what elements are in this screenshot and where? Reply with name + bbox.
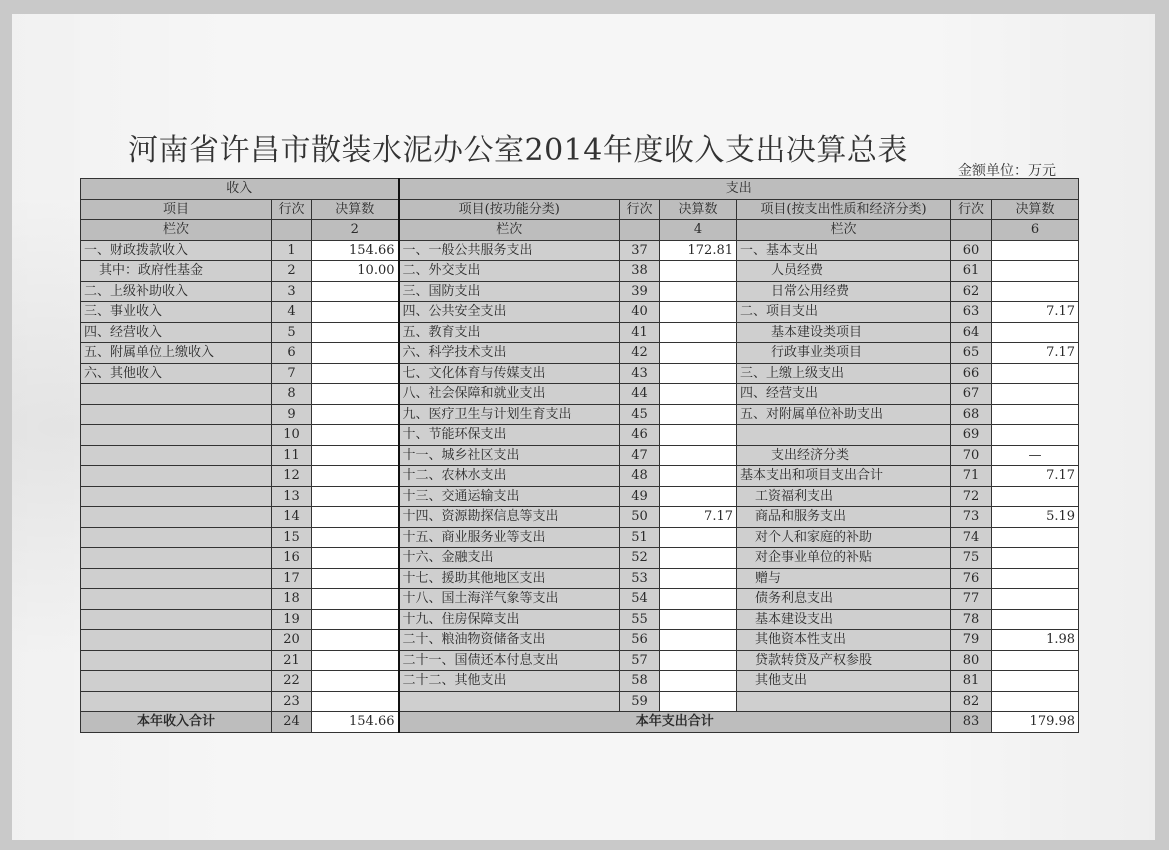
income-amount-cell xyxy=(312,486,399,507)
income-col-number: 2 xyxy=(312,220,399,241)
econ-rowno-cell: 76 xyxy=(951,568,992,589)
income-item-cell xyxy=(81,671,272,692)
income-rowno-cell: 6 xyxy=(272,343,312,364)
econ-amount-cell xyxy=(992,240,1079,261)
income-rowno-cell: 3 xyxy=(272,281,312,302)
econ-amount-cell: 7.17 xyxy=(992,302,1079,323)
income-amount-cell xyxy=(312,507,399,528)
econ-amount-cell xyxy=(992,609,1079,630)
econ-amount-cell xyxy=(992,363,1079,384)
func-item-cell: 九、医疗卫生与计划生育支出 xyxy=(399,404,620,425)
econ-item-cell: 二、项目支出 xyxy=(737,302,951,323)
table-row xyxy=(81,548,1079,569)
totals-row xyxy=(81,712,1079,733)
income-col-blank xyxy=(272,220,312,241)
income-amount-cell: 10.00 xyxy=(312,261,399,282)
econ-amount-cell xyxy=(992,548,1079,569)
income-item-cell: 五、附属单位上缴收入 xyxy=(81,343,272,364)
func-item-cell: 四、公共安全支出 xyxy=(399,302,620,323)
income-amount-cell xyxy=(312,527,399,548)
income-amount-cell xyxy=(312,609,399,630)
income-amount-header: 决算数 xyxy=(312,199,399,220)
income-amount-cell xyxy=(312,322,399,343)
table-row xyxy=(81,425,1079,446)
income-item-cell xyxy=(81,466,272,487)
func-item-cell: 二十、粮油物资储备支出 xyxy=(399,630,620,651)
func-amount-cell xyxy=(660,261,737,282)
econ-amount-cell: — xyxy=(992,445,1079,466)
func-rowno-cell: 59 xyxy=(620,691,660,712)
income-rowno-cell: 11 xyxy=(272,445,312,466)
expense-section-header: 支出 xyxy=(399,179,1079,200)
econ-item-cell: 行政事业类项目 xyxy=(737,343,951,364)
econ-rowno-cell: 75 xyxy=(951,548,992,569)
income-amount-cell xyxy=(312,445,399,466)
econ-amount-cell: 1.98 xyxy=(992,630,1079,651)
func-item-cell: 十六、金融支出 xyxy=(399,548,620,569)
income-item-cell: 一、财政拨款收入 xyxy=(81,240,272,261)
income-rowno-cell: 23 xyxy=(272,691,312,712)
func-item-cell: 十一、城乡社区支出 xyxy=(399,445,620,466)
table-row xyxy=(81,363,1079,384)
econ-amount-cell xyxy=(992,384,1079,405)
income-rowno-cell: 7 xyxy=(272,363,312,384)
table-row xyxy=(81,466,1079,487)
econ-rowno-cell: 70 xyxy=(951,445,992,466)
header-row-columns xyxy=(81,199,1079,220)
func-rowno-cell: 54 xyxy=(620,589,660,610)
func-amount-cell xyxy=(660,281,737,302)
table-row xyxy=(81,445,1079,466)
income-item-cell xyxy=(81,589,272,610)
expense-total-rowno: 83 xyxy=(951,712,992,733)
income-total-rowno: 24 xyxy=(272,712,312,733)
func-amount-cell: 7.17 xyxy=(660,507,737,528)
income-rowno-cell: 13 xyxy=(272,486,312,507)
func-col-label: 栏次 xyxy=(399,220,620,241)
econ-rowno-header: 行次 xyxy=(951,199,992,220)
income-rowno-cell: 22 xyxy=(272,671,312,692)
econ-amount-header: 决算数 xyxy=(992,199,1079,220)
func-item-cell: 七、文化体育与传媒支出 xyxy=(399,363,620,384)
income-amount-cell xyxy=(312,568,399,589)
econ-item-cell: 五、对附属单位补助支出 xyxy=(737,404,951,425)
func-amount-cell xyxy=(660,650,737,671)
econ-rowno-cell: 81 xyxy=(951,671,992,692)
econ-rowno-cell: 68 xyxy=(951,404,992,425)
econ-rowno-cell: 61 xyxy=(951,261,992,282)
income-item-cell xyxy=(81,425,272,446)
econ-amount-cell: 5.19 xyxy=(992,507,1079,528)
func-rowno-cell: 55 xyxy=(620,609,660,630)
table-row xyxy=(81,302,1079,323)
econ-item-header: 项目(按支出性质和经济分类) xyxy=(737,199,951,220)
header-row-col-numbers xyxy=(81,220,1079,241)
func-amount-cell xyxy=(660,425,737,446)
econ-amount-cell xyxy=(992,404,1079,425)
income-rowno-cell: 21 xyxy=(272,650,312,671)
econ-amount-cell xyxy=(992,281,1079,302)
func-item-cell: 三、国防支出 xyxy=(399,281,620,302)
income-item-cell xyxy=(81,609,272,630)
econ-amount-cell xyxy=(992,261,1079,282)
func-amount-cell xyxy=(660,691,737,712)
func-amount-cell xyxy=(660,486,737,507)
table-row xyxy=(81,630,1079,651)
table-row xyxy=(81,507,1079,528)
func-rowno-cell: 56 xyxy=(620,630,660,651)
econ-amount-cell xyxy=(992,691,1079,712)
income-total-amount: 154.66 xyxy=(312,712,399,733)
income-item-cell xyxy=(81,384,272,405)
income-rowno-cell: 9 xyxy=(272,404,312,425)
func-amount-cell xyxy=(660,527,737,548)
income-amount-cell xyxy=(312,384,399,405)
econ-item-cell: 贷款转贷及产权参股 xyxy=(737,650,951,671)
income-item-cell: 其中：政府性基金 xyxy=(81,261,272,282)
func-item-cell xyxy=(399,691,620,712)
income-amount-cell xyxy=(312,650,399,671)
func-amount-cell xyxy=(660,568,737,589)
econ-amount-cell xyxy=(992,568,1079,589)
income-item-cell xyxy=(81,445,272,466)
income-total-label: 本年收入合计 xyxy=(81,712,272,733)
income-amount-cell xyxy=(312,425,399,446)
func-amount-cell xyxy=(660,445,737,466)
income-amount-cell: 154.66 xyxy=(312,240,399,261)
func-amount-cell xyxy=(660,609,737,630)
func-item-cell: 二十二、其他支出 xyxy=(399,671,620,692)
econ-amount-cell xyxy=(992,671,1079,692)
income-rowno-cell: 4 xyxy=(272,302,312,323)
func-amount-cell xyxy=(660,384,737,405)
econ-item-cell: 商品和服务支出 xyxy=(737,507,951,528)
income-item-cell xyxy=(81,486,272,507)
econ-rowno-cell: 66 xyxy=(951,363,992,384)
income-item-cell xyxy=(81,650,272,671)
econ-item-cell: 基本建设支出 xyxy=(737,609,951,630)
econ-amount-cell xyxy=(992,322,1079,343)
econ-item-cell: 日常公用经费 xyxy=(737,281,951,302)
econ-rowno-cell: 77 xyxy=(951,589,992,610)
budget-summary-table xyxy=(80,178,1079,733)
econ-rowno-cell: 63 xyxy=(951,302,992,323)
econ-rowno-cell: 82 xyxy=(951,691,992,712)
document-title: 河南省许昌市散装水泥办公室2014年度收入支出决算总表 xyxy=(128,133,908,168)
func-rowno-cell: 57 xyxy=(620,650,660,671)
func-rowno-cell: 44 xyxy=(620,384,660,405)
econ-rowno-cell: 74 xyxy=(951,527,992,548)
income-amount-cell xyxy=(312,671,399,692)
econ-rowno-cell: 78 xyxy=(951,609,992,630)
econ-item-cell: 人员经费 xyxy=(737,261,951,282)
func-amount-cell: 172.81 xyxy=(660,240,737,261)
income-item-cell: 四、经营收入 xyxy=(81,322,272,343)
table-row xyxy=(81,486,1079,507)
table-row xyxy=(81,568,1079,589)
econ-rowno-cell: 71 xyxy=(951,466,992,487)
func-item-cell: 六、科学技术支出 xyxy=(399,343,620,364)
income-amount-cell xyxy=(312,589,399,610)
func-rowno-cell: 42 xyxy=(620,343,660,364)
income-rowno-cell: 19 xyxy=(272,609,312,630)
table-row xyxy=(81,261,1079,282)
func-item-cell: 十七、援助其他地区支出 xyxy=(399,568,620,589)
income-item-cell: 六、其他收入 xyxy=(81,363,272,384)
income-item-cell: 三、事业收入 xyxy=(81,302,272,323)
table-row xyxy=(81,281,1079,302)
func-item-cell: 十五、商业服务业等支出 xyxy=(399,527,620,548)
table-row xyxy=(81,240,1079,261)
econ-item-cell: 一、基本支出 xyxy=(737,240,951,261)
func-rowno-cell: 58 xyxy=(620,671,660,692)
currency-unit: 金额单位：万元 xyxy=(958,163,1056,179)
econ-col-label: 栏次 xyxy=(737,220,951,241)
func-amount-cell xyxy=(660,548,737,569)
table-row xyxy=(81,671,1079,692)
func-rowno-cell: 38 xyxy=(620,261,660,282)
income-item-cell xyxy=(81,507,272,528)
table-row xyxy=(81,527,1079,548)
econ-rowno-cell: 67 xyxy=(951,384,992,405)
income-amount-cell xyxy=(312,548,399,569)
econ-col-number: 6 xyxy=(992,220,1079,241)
income-item-cell xyxy=(81,691,272,712)
income-rowno-cell: 16 xyxy=(272,548,312,569)
econ-rowno-cell: 72 xyxy=(951,486,992,507)
income-item-cell xyxy=(81,630,272,651)
func-col-number: 4 xyxy=(660,220,737,241)
income-amount-cell xyxy=(312,630,399,651)
econ-amount-cell xyxy=(992,527,1079,548)
func-amount-cell xyxy=(660,671,737,692)
econ-item-cell: 支出经济分类 xyxy=(737,445,951,466)
func-rowno-cell: 37 xyxy=(620,240,660,261)
income-item-cell xyxy=(81,404,272,425)
income-rowno-cell: 18 xyxy=(272,589,312,610)
econ-item-cell: 赠与 xyxy=(737,568,951,589)
income-item-header: 项目 xyxy=(81,199,272,220)
econ-item-cell: 对个人和家庭的补助 xyxy=(737,527,951,548)
func-item-cell: 八、社会保障和就业支出 xyxy=(399,384,620,405)
income-rowno-cell: 5 xyxy=(272,322,312,343)
func-item-cell: 十四、资源勘探信息等支出 xyxy=(399,507,620,528)
func-item-header: 项目(按功能分类) xyxy=(399,199,620,220)
func-rowno-cell: 48 xyxy=(620,466,660,487)
func-item-cell: 十八、国土海洋气象等支出 xyxy=(399,589,620,610)
econ-rowno-cell: 62 xyxy=(951,281,992,302)
func-rowno-cell: 45 xyxy=(620,404,660,425)
func-rowno-cell: 52 xyxy=(620,548,660,569)
func-item-cell: 二、外交支出 xyxy=(399,261,620,282)
income-rowno-header: 行次 xyxy=(272,199,312,220)
func-rowno-cell: 46 xyxy=(620,425,660,446)
income-item-cell: 二、上级补助收入 xyxy=(81,281,272,302)
income-amount-cell xyxy=(312,281,399,302)
func-amount-cell xyxy=(660,630,737,651)
econ-item-cell: 工资福利支出 xyxy=(737,486,951,507)
func-item-cell: 二十一、国债还本付息支出 xyxy=(399,650,620,671)
econ-rowno-cell: 65 xyxy=(951,343,992,364)
income-rowno-cell: 17 xyxy=(272,568,312,589)
econ-item-cell: 债务利息支出 xyxy=(737,589,951,610)
func-rowno-cell: 51 xyxy=(620,527,660,548)
func-rowno-cell: 50 xyxy=(620,507,660,528)
func-amount-cell xyxy=(660,589,737,610)
econ-item-cell xyxy=(737,425,951,446)
table-row xyxy=(81,322,1079,343)
econ-item-cell xyxy=(737,691,951,712)
income-amount-cell xyxy=(312,691,399,712)
header-row-sections xyxy=(81,179,1079,200)
func-rowno-cell: 39 xyxy=(620,281,660,302)
table-row xyxy=(81,609,1079,630)
func-amount-cell xyxy=(660,302,737,323)
func-rowno-cell: 40 xyxy=(620,302,660,323)
econ-amount-cell xyxy=(992,425,1079,446)
income-amount-cell xyxy=(312,302,399,323)
table-row xyxy=(81,384,1079,405)
income-amount-cell xyxy=(312,404,399,425)
econ-item-cell: 基本建设类项目 xyxy=(737,322,951,343)
income-item-cell xyxy=(81,527,272,548)
func-amount-cell xyxy=(660,363,737,384)
func-rowno-cell: 43 xyxy=(620,363,660,384)
income-amount-cell xyxy=(312,466,399,487)
econ-rowno-cell: 73 xyxy=(951,507,992,528)
func-rowno-cell: 41 xyxy=(620,322,660,343)
func-item-cell: 十二、农林水支出 xyxy=(399,466,620,487)
income-section-header: 收入 xyxy=(81,179,399,200)
econ-rowno-cell: 80 xyxy=(951,650,992,671)
econ-amount-cell xyxy=(992,486,1079,507)
econ-amount-cell xyxy=(992,650,1079,671)
econ-rowno-cell: 69 xyxy=(951,425,992,446)
func-item-cell: 十三、交通运输支出 xyxy=(399,486,620,507)
income-rowno-cell: 15 xyxy=(272,527,312,548)
income-item-cell xyxy=(81,568,272,589)
econ-item-cell: 基本支出和项目支出合计 xyxy=(737,466,951,487)
econ-amount-cell: 7.17 xyxy=(992,466,1079,487)
income-item-cell xyxy=(81,548,272,569)
expense-total-amount: 179.98 xyxy=(992,712,1079,733)
func-amount-cell xyxy=(660,404,737,425)
econ-item-cell: 三、上缴上级支出 xyxy=(737,363,951,384)
income-amount-cell xyxy=(312,363,399,384)
func-amount-cell xyxy=(660,322,737,343)
econ-item-cell: 其他支出 xyxy=(737,671,951,692)
func-col-blank xyxy=(620,220,660,241)
table-row xyxy=(81,650,1079,671)
econ-item-cell: 对企事业单位的补贴 xyxy=(737,548,951,569)
income-rowno-cell: 20 xyxy=(272,630,312,651)
expense-total-label: 本年支出合计 xyxy=(399,712,951,733)
income-rowno-cell: 8 xyxy=(272,384,312,405)
table-row xyxy=(81,404,1079,425)
income-rowno-cell: 10 xyxy=(272,425,312,446)
income-col-label: 栏次 xyxy=(81,220,272,241)
func-rowno-cell: 47 xyxy=(620,445,660,466)
econ-item-cell: 其他资本性支出 xyxy=(737,630,951,651)
income-rowno-cell: 12 xyxy=(272,466,312,487)
table-row xyxy=(81,589,1079,610)
econ-amount-cell xyxy=(992,589,1079,610)
econ-rowno-cell: 60 xyxy=(951,240,992,261)
econ-col-blank xyxy=(951,220,992,241)
income-rowno-cell: 2 xyxy=(272,261,312,282)
table-row xyxy=(81,343,1079,364)
econ-item-cell: 四、经营支出 xyxy=(737,384,951,405)
econ-rowno-cell: 79 xyxy=(951,630,992,651)
income-amount-cell xyxy=(312,343,399,364)
table-row xyxy=(81,691,1079,712)
func-amount-cell xyxy=(660,466,737,487)
func-item-cell: 一、一般公共服务支出 xyxy=(399,240,620,261)
func-amount-cell xyxy=(660,343,737,364)
func-item-cell: 十九、住房保障支出 xyxy=(399,609,620,630)
econ-amount-cell: 7.17 xyxy=(992,343,1079,364)
func-rowno-cell: 49 xyxy=(620,486,660,507)
func-rowno-cell: 53 xyxy=(620,568,660,589)
func-item-cell: 十、节能环保支出 xyxy=(399,425,620,446)
func-amount-header: 决算数 xyxy=(660,199,737,220)
econ-rowno-cell: 64 xyxy=(951,322,992,343)
income-rowno-cell: 1 xyxy=(272,240,312,261)
func-item-cell: 五、教育支出 xyxy=(399,322,620,343)
func-rowno-header: 行次 xyxy=(620,199,660,220)
income-rowno-cell: 14 xyxy=(272,507,312,528)
